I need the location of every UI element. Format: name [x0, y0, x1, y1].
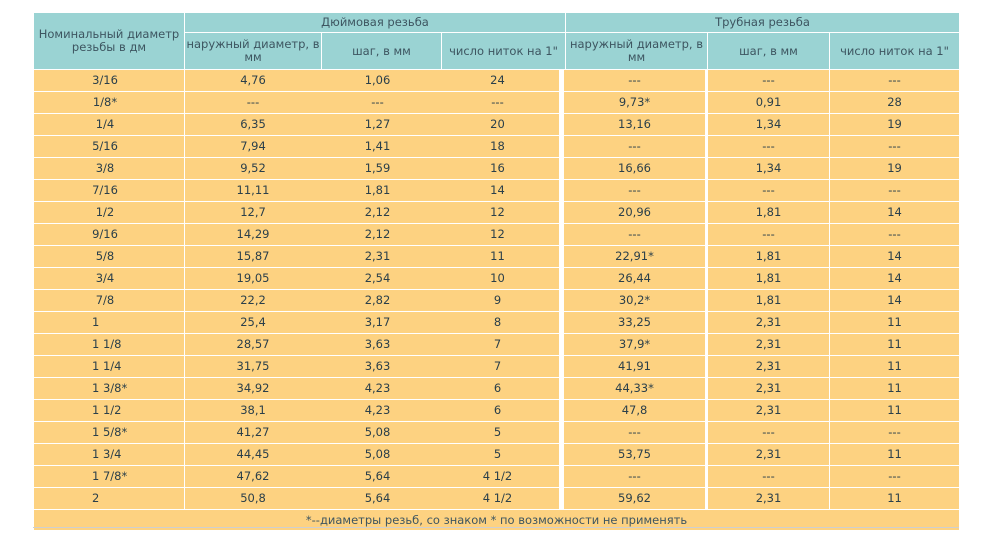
cell-pipe-pitch: --- [708, 422, 830, 444]
table-row [34, 114, 960, 136]
cell-inch-outer-diameter: 25,4 [185, 312, 322, 334]
cell-pipe-pitch: --- [708, 224, 830, 246]
cell-pipe-outer-diameter: 9,73* [564, 92, 706, 114]
cell-pipe-threads: 11 [830, 312, 960, 334]
cell-nominal: 9/16 [34, 224, 185, 246]
cell-pipe-pitch: 1,81 [708, 246, 830, 268]
cell-nominal: 1 7/8* [34, 466, 185, 488]
cell-inch-pitch: 1,41 [318, 136, 438, 158]
cell-pipe-pitch: 2,31 [708, 334, 830, 356]
cell-inch-threads: 4 1/2 [436, 488, 560, 510]
cell-inch-outer-diameter: 50,8 [185, 488, 322, 510]
header-pipe-threads-per-inch: число ниток на 1" [830, 33, 960, 70]
cell-inch-pitch: 5,64 [318, 488, 438, 510]
header-inch-threads-per-inch: число ниток на 1" [442, 33, 566, 70]
table-row [34, 224, 960, 246]
cell-pipe-pitch: 1,81 [708, 290, 830, 312]
cell-inch-pitch: 2,12 [318, 202, 438, 224]
table-row [34, 202, 960, 224]
cell-inch-pitch: 1,27 [318, 114, 438, 136]
table-body [34, 70, 960, 510]
cell-inch-outer-diameter: 12,7 [185, 202, 322, 224]
cell-pipe-threads: --- [830, 466, 960, 488]
cell-pipe-outer-diameter: 20,96 [564, 202, 706, 224]
cell-pipe-pitch: --- [708, 180, 830, 202]
cell-pipe-pitch: 2,31 [708, 488, 830, 510]
cell-inch-threads: 20 [436, 114, 560, 136]
cell-pipe-pitch: 1,34 [708, 158, 830, 180]
table-row [34, 136, 960, 158]
cell-inch-pitch: 1,06 [318, 70, 438, 92]
cell-inch-threads: 16 [436, 158, 560, 180]
cell-pipe-outer-diameter: --- [564, 422, 706, 444]
cell-inch-outer-diameter: 14,29 [185, 224, 322, 246]
cell-inch-pitch: 2,31 [318, 246, 438, 268]
cell-pipe-outer-diameter: 44,33* [564, 378, 706, 400]
cell-nominal: 5/16 [34, 136, 185, 158]
cell-inch-pitch: 2,82 [318, 290, 438, 312]
cell-nominal: 1 1/4 [34, 356, 185, 378]
table-row [34, 70, 960, 92]
cell-inch-pitch: 2,12 [318, 224, 438, 246]
cell-inch-pitch: 5,08 [318, 422, 438, 444]
cell-pipe-pitch: --- [708, 466, 830, 488]
cell-pipe-outer-diameter: 53,75 [564, 444, 706, 466]
cell-inch-outer-diameter: 7,94 [185, 136, 322, 158]
header-inch-pitch: шаг, в мм [322, 33, 442, 70]
cell-nominal: 7/8 [34, 290, 185, 312]
table-header [34, 13, 960, 70]
cell-inch-threads: 7 [436, 334, 560, 356]
cell-pipe-threads: 14 [830, 290, 960, 312]
cell-pipe-outer-diameter: 33,25 [564, 312, 706, 334]
cell-pipe-threads: 11 [830, 400, 960, 422]
cell-pipe-outer-diameter: 13,16 [564, 114, 706, 136]
cell-pipe-outer-diameter: 16,66 [564, 158, 706, 180]
cell-pipe-threads: --- [830, 136, 960, 158]
cell-inch-outer-diameter: 47,62 [185, 466, 322, 488]
table-row [34, 400, 960, 422]
header-pipe-thread: Трубная резьба [566, 13, 960, 33]
cell-inch-outer-diameter: 4,76 [185, 70, 322, 92]
cell-nominal: 1 1/8 [34, 334, 185, 356]
table-row [34, 268, 960, 290]
header-pipe-outer-diameter: наружный диаметр, в мм [566, 33, 708, 70]
cell-pipe-outer-diameter: 22,91* [564, 246, 706, 268]
cell-pipe-pitch: 2,31 [708, 312, 830, 334]
cell-pipe-threads: 19 [830, 158, 960, 180]
table-row [34, 180, 960, 202]
cell-inch-threads: 6 [436, 378, 560, 400]
cell-pipe-outer-diameter: 26,44 [564, 268, 706, 290]
cell-nominal: 3/16 [34, 70, 185, 92]
cell-nominal: 1/4 [34, 114, 185, 136]
table-row [34, 290, 960, 312]
cell-pipe-outer-diameter: 59,62 [564, 488, 706, 510]
cell-pipe-outer-diameter: --- [564, 180, 706, 202]
table-row [34, 488, 960, 510]
cell-inch-threads: 4 1/2 [436, 466, 560, 488]
cell-inch-outer-diameter: 44,45 [185, 444, 322, 466]
cell-pipe-pitch: 2,31 [708, 356, 830, 378]
table-row [34, 466, 960, 488]
cell-pipe-threads: --- [830, 70, 960, 92]
cell-inch-threads: 12 [436, 224, 560, 246]
cell-inch-outer-diameter: 28,57 [185, 334, 322, 356]
cell-inch-pitch: 5,08 [318, 444, 438, 466]
cell-inch-pitch: 3,63 [318, 334, 438, 356]
cell-pipe-pitch: --- [708, 70, 830, 92]
cell-pipe-outer-diameter: 30,2* [564, 290, 706, 312]
cell-inch-outer-diameter: 38,1 [185, 400, 322, 422]
cell-pipe-pitch: 2,31 [708, 378, 830, 400]
cell-pipe-threads: 11 [830, 356, 960, 378]
table-row [34, 444, 960, 466]
table-row [34, 422, 960, 444]
cell-pipe-pitch: 2,31 [708, 444, 830, 466]
cell-nominal: 1 [34, 312, 185, 334]
cell-pipe-outer-diameter: 37,9* [564, 334, 706, 356]
cell-pipe-threads: 11 [830, 334, 960, 356]
cell-nominal: 3/4 [34, 268, 185, 290]
cell-inch-threads: 9 [436, 290, 560, 312]
cell-inch-threads: --- [436, 92, 560, 114]
cell-inch-outer-diameter: 34,92 [185, 378, 322, 400]
cell-nominal: 5/8 [34, 246, 185, 268]
cell-inch-threads: 12 [436, 202, 560, 224]
cell-inch-threads: 7 [436, 356, 560, 378]
cell-nominal: 7/16 [34, 180, 185, 202]
cell-pipe-outer-diameter: 41,91 [564, 356, 706, 378]
cell-nominal: 1 3/4 [34, 444, 185, 466]
cell-inch-outer-diameter: 19,05 [185, 268, 322, 290]
cell-pipe-pitch: --- [708, 136, 830, 158]
cell-pipe-threads: --- [830, 422, 960, 444]
table-row [34, 356, 960, 378]
cell-inch-threads: 5 [436, 422, 560, 444]
cell-pipe-threads: --- [830, 224, 960, 246]
cell-nominal: 1 5/8* [34, 422, 185, 444]
cell-nominal: 1/8* [34, 92, 185, 114]
cell-nominal: 1 1/2 [34, 400, 185, 422]
thread-table [33, 12, 960, 531]
cell-pipe-threads: 11 [830, 444, 960, 466]
cell-nominal: 1 3/8* [34, 378, 185, 400]
cell-pipe-pitch: 1,81 [708, 268, 830, 290]
cell-pipe-outer-diameter: --- [564, 70, 706, 92]
table-row [34, 158, 960, 180]
bottom-divider [33, 527, 959, 528]
header-inch-outer-diameter: наружный диаметр, в мм [185, 33, 322, 70]
cell-pipe-threads: --- [830, 180, 960, 202]
cell-inch-outer-diameter: 9,52 [185, 158, 322, 180]
cell-pipe-outer-diameter: --- [564, 466, 706, 488]
cell-inch-threads: 5 [436, 444, 560, 466]
cell-inch-threads: 24 [436, 70, 560, 92]
cell-inch-outer-diameter: --- [185, 92, 322, 114]
cell-inch-pitch: 2,54 [318, 268, 438, 290]
table-footnote: *--диаметры резьб, со знаком * по возможности не применять [34, 510, 960, 531]
table-row [34, 246, 960, 268]
cell-pipe-pitch: 0,91 [708, 92, 830, 114]
cell-nominal: 1/2 [34, 202, 185, 224]
table-row [34, 378, 960, 400]
table-row [34, 334, 960, 356]
cell-inch-pitch: --- [318, 92, 438, 114]
cell-pipe-threads: 11 [830, 378, 960, 400]
cell-inch-pitch: 4,23 [318, 400, 438, 422]
cell-inch-outer-diameter: 15,87 [185, 246, 322, 268]
cell-inch-outer-diameter: 22,2 [185, 290, 322, 312]
cell-inch-threads: 6 [436, 400, 560, 422]
cell-inch-pitch: 4,23 [318, 378, 438, 400]
cell-pipe-threads: 14 [830, 246, 960, 268]
cell-pipe-outer-diameter: --- [564, 224, 706, 246]
cell-inch-threads: 11 [436, 246, 560, 268]
cell-pipe-outer-diameter: --- [564, 136, 706, 158]
header-nominal-diameter: Номинальный диаметр резьбы в дм [34, 13, 185, 70]
cell-inch-threads: 18 [436, 136, 560, 158]
cell-inch-pitch: 3,17 [318, 312, 438, 334]
thread-table-container [33, 12, 959, 531]
cell-inch-outer-diameter: 6,35 [185, 114, 322, 136]
cell-inch-outer-diameter: 11,11 [185, 180, 322, 202]
cell-pipe-pitch: 1,34 [708, 114, 830, 136]
cell-pipe-threads: 14 [830, 268, 960, 290]
cell-pipe-threads: 14 [830, 202, 960, 224]
cell-pipe-pitch: 2,31 [708, 400, 830, 422]
header-inch-thread: Дюймовая резьба [185, 13, 566, 33]
table-row [34, 312, 960, 334]
cell-pipe-threads: 11 [830, 488, 960, 510]
cell-pipe-threads: 19 [830, 114, 960, 136]
cell-inch-pitch: 1,59 [318, 158, 438, 180]
cell-inch-pitch: 1,81 [318, 180, 438, 202]
header-pipe-pitch: шаг, в мм [708, 33, 830, 70]
cell-inch-threads: 10 [436, 268, 560, 290]
cell-inch-threads: 14 [436, 180, 560, 202]
cell-nominal: 3/8 [34, 158, 185, 180]
cell-inch-outer-diameter: 31,75 [185, 356, 322, 378]
cell-inch-threads: 8 [436, 312, 560, 334]
table-row [34, 92, 960, 114]
cell-inch-pitch: 3,63 [318, 356, 438, 378]
cell-pipe-threads: 28 [830, 92, 960, 114]
cell-pipe-outer-diameter: 47,8 [564, 400, 706, 422]
cell-inch-pitch: 5,64 [318, 466, 438, 488]
cell-nominal: 2 [34, 488, 185, 510]
cell-inch-outer-diameter: 41,27 [185, 422, 322, 444]
cell-pipe-pitch: 1,81 [708, 202, 830, 224]
